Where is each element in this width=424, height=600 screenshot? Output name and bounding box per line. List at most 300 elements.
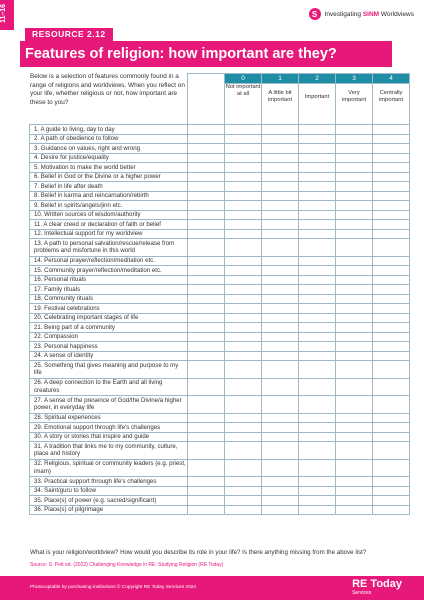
intro-text: Below is a selection of features commonly found in a range of religions and worldviews. When you reflect on your life, whether religious or not, how important are these to you? — [30, 73, 185, 106]
feature-label: 3. Guidance on values, right and wrong — [30, 144, 188, 154]
rating-cell[interactable] — [299, 163, 336, 173]
rating-cell[interactable] — [225, 134, 262, 144]
not-part-cell[interactable] — [188, 182, 225, 192]
rating-cell[interactable] — [336, 432, 373, 442]
rating-cell[interactable] — [336, 201, 373, 211]
not-part-cell[interactable] — [188, 172, 225, 182]
rating-cell[interactable] — [225, 144, 262, 154]
rating-cell[interactable] — [336, 220, 373, 230]
not-part-cell[interactable] — [188, 210, 225, 220]
rating-cell[interactable] — [299, 266, 336, 276]
table-row — [30, 342, 410, 352]
header-not-part: Not part of my tradition/ worldview — [188, 74, 225, 125]
rating-cell[interactable] — [299, 378, 336, 396]
rating-cell[interactable] — [373, 323, 410, 333]
feature-label: 13. A path to personal salvation/rescue/release from problems and misfortune in this world — [30, 239, 188, 257]
rating-cell[interactable] — [373, 496, 410, 506]
rating-cell[interactable] — [299, 413, 336, 423]
rating-cell[interactable] — [225, 163, 262, 173]
not-part-cell[interactable] — [188, 125, 225, 135]
rating-cell[interactable] — [262, 342, 299, 352]
rating-cell[interactable] — [225, 304, 262, 314]
rating-cell[interactable] — [262, 239, 299, 257]
rating-cell[interactable] — [336, 144, 373, 154]
reflection-question: What is your religion/worldview? How would you describe its role in your life? Is there anything missing from the above list? — [30, 549, 367, 556]
not-part-cell[interactable] — [188, 378, 225, 396]
rating-cell[interactable] — [262, 313, 299, 323]
rating-cell[interactable] — [262, 477, 299, 487]
rating-cell[interactable] — [373, 396, 410, 414]
table-row — [30, 323, 410, 333]
rating-cell[interactable] — [262, 505, 299, 515]
rating-cell[interactable] — [373, 294, 410, 304]
rating-cell[interactable] — [225, 125, 262, 135]
rating-cell[interactable] — [336, 351, 373, 361]
not-part-cell[interactable] — [188, 134, 225, 144]
rating-cell[interactable] — [262, 442, 299, 460]
not-part-cell[interactable] — [188, 294, 225, 304]
rating-cell[interactable] — [262, 332, 299, 342]
rating-cell[interactable] — [336, 486, 373, 496]
not-part-cell[interactable] — [188, 323, 225, 333]
rating-cell[interactable] — [373, 125, 410, 135]
rating-cell[interactable] — [225, 413, 262, 423]
rating-cell[interactable] — [299, 275, 336, 285]
rating-cell[interactable] — [299, 153, 336, 163]
rating-cell[interactable] — [262, 125, 299, 135]
feature-label: 17. Family rituals — [30, 285, 188, 295]
rating-cell[interactable] — [225, 201, 262, 211]
rating-cell[interactable] — [373, 210, 410, 220]
rating-cell[interactable] — [225, 313, 262, 323]
rating-cell[interactable] — [262, 423, 299, 433]
rating-cell[interactable] — [225, 351, 262, 361]
feature-label: 36. Place(s) of pilgrimage — [30, 505, 188, 515]
rating-cell[interactable] — [299, 134, 336, 144]
logo-main-text: RE Today — [352, 578, 402, 590]
rating-cell[interactable] — [336, 191, 373, 201]
brand-suffix: Worldviews — [379, 10, 414, 18]
table-row — [30, 210, 410, 220]
not-part-cell[interactable] — [188, 191, 225, 201]
rating-cell[interactable] — [373, 313, 410, 323]
rating-cell[interactable] — [299, 172, 336, 182]
feature-label: 8. Belief in karma and reincarnation/rebirth — [30, 191, 188, 201]
feature-label: 11. A clear creed or declaration of faith or belief — [30, 220, 188, 230]
rating-cell[interactable] — [262, 396, 299, 414]
scale-number: 3 — [336, 74, 373, 84]
feature-label: 14. Personal prayer/reflection/meditation etc. — [30, 256, 188, 266]
rating-cell[interactable] — [225, 239, 262, 257]
not-part-cell[interactable] — [188, 342, 225, 352]
rating-cell[interactable] — [225, 275, 262, 285]
not-part-cell[interactable] — [188, 432, 225, 442]
rating-cell[interactable] — [336, 477, 373, 487]
rating-cell[interactable] — [336, 256, 373, 266]
rating-cell[interactable] — [373, 332, 410, 342]
rating-cell[interactable] — [299, 285, 336, 295]
rating-cell[interactable] — [336, 285, 373, 295]
rating-cell[interactable] — [336, 323, 373, 333]
rating-cell[interactable] — [373, 163, 410, 173]
rating-cell[interactable] — [262, 144, 299, 154]
rating-cell[interactable] — [225, 496, 262, 506]
rating-cell[interactable] — [225, 210, 262, 220]
rating-cell[interactable] — [336, 442, 373, 460]
scale-label: Important — [299, 84, 336, 125]
rating-cell[interactable] — [299, 125, 336, 135]
table-row — [30, 313, 410, 323]
rating-cell[interactable] — [336, 239, 373, 257]
not-part-cell[interactable] — [188, 229, 225, 239]
rating-cell[interactable] — [225, 432, 262, 442]
rating-cell[interactable] — [336, 413, 373, 423]
rating-cell[interactable] — [336, 342, 373, 352]
rating-cell[interactable] — [262, 351, 299, 361]
rating-cell[interactable] — [336, 378, 373, 396]
table-row — [30, 496, 410, 506]
rating-cell[interactable] — [299, 144, 336, 154]
feature-label: 19. Festival celebrations — [30, 304, 188, 314]
rating-cell[interactable] — [373, 413, 410, 423]
table-row — [30, 266, 410, 276]
not-part-cell[interactable] — [188, 153, 225, 163]
rating-cell[interactable] — [262, 163, 299, 173]
rating-cell[interactable] — [336, 153, 373, 163]
rating-cell[interactable] — [299, 496, 336, 506]
copyright-notice: Photocopiable by purchasing institutions © Copyright RE Today Services 2024 — [30, 585, 197, 590]
rating-cell[interactable] — [299, 423, 336, 433]
scale-label: Not important at all — [225, 84, 262, 125]
rating-cell[interactable] — [336, 313, 373, 323]
rating-cell[interactable] — [262, 172, 299, 182]
feature-label: 24. A sense of identity — [30, 351, 188, 361]
rating-cell[interactable] — [262, 361, 299, 379]
rating-cell[interactable] — [262, 153, 299, 163]
rating-cell[interactable] — [336, 505, 373, 515]
rating-cell[interactable] — [373, 304, 410, 314]
feature-label: 4. Desire for justice/equality — [30, 153, 188, 163]
rating-cell[interactable] — [336, 294, 373, 304]
rating-cell[interactable] — [299, 396, 336, 414]
brand-highlight: SINM — [362, 10, 380, 18]
feature-label: 33. Practical support through life's challenges — [30, 477, 188, 487]
feature-label: 29. Emotional support through life's challenges — [30, 423, 188, 433]
table-row — [30, 144, 410, 154]
rating-cell[interactable] — [299, 191, 336, 201]
feature-label: 1. A guide to living, day to day — [30, 125, 188, 135]
rating-cell[interactable] — [225, 294, 262, 304]
table-row — [30, 505, 410, 515]
rating-cell[interactable] — [336, 361, 373, 379]
not-part-cell[interactable] — [188, 304, 225, 314]
rating-cell[interactable] — [373, 442, 410, 460]
table-row — [30, 477, 410, 487]
feature-label: 5. Motivation to make the world better — [30, 163, 188, 173]
feature-label: 10. Written sources of wisdom/authority — [30, 210, 188, 220]
rating-cell[interactable] — [262, 275, 299, 285]
rating-cell[interactable] — [299, 361, 336, 379]
rating-cell[interactable] — [225, 477, 262, 487]
feature-label: 2. A path of obedience to follow — [30, 134, 188, 144]
feature-label: 16. Personal rituals — [30, 275, 188, 285]
rating-cell[interactable] — [262, 432, 299, 442]
not-part-cell[interactable] — [188, 442, 225, 460]
rating-cell[interactable] — [225, 378, 262, 396]
rating-cell[interactable] — [299, 294, 336, 304]
rating-cell[interactable] — [373, 423, 410, 433]
table-row — [30, 256, 410, 266]
rating-cell[interactable] — [225, 505, 262, 515]
feature-label: 15. Community prayer/reflection/meditation etc. — [30, 266, 188, 276]
rating-cell[interactable] — [373, 220, 410, 230]
rating-cell[interactable] — [373, 191, 410, 201]
table-row — [30, 172, 410, 182]
rating-cell[interactable] — [225, 172, 262, 182]
not-part-cell[interactable] — [188, 163, 225, 173]
rating-cell[interactable] — [262, 201, 299, 211]
not-part-cell[interactable] — [188, 496, 225, 506]
rating-cell[interactable] — [336, 396, 373, 414]
rating-cell[interactable] — [336, 266, 373, 276]
rating-cell[interactable] — [336, 304, 373, 314]
not-part-cell[interactable] — [188, 351, 225, 361]
rating-cell[interactable] — [225, 442, 262, 460]
rating-cell[interactable] — [373, 134, 410, 144]
rating-cell[interactable] — [373, 144, 410, 154]
feature-label: 6. Belief in God or the Divine or a higher power — [30, 172, 188, 182]
table-row — [30, 134, 410, 144]
scale-label: Centrally important — [373, 84, 410, 125]
left-margin-strip — [0, 0, 14, 600]
scale-label: Very important — [336, 84, 373, 125]
rating-cell[interactable] — [373, 361, 410, 379]
rating-cell[interactable] — [299, 323, 336, 333]
rating-cell[interactable] — [373, 229, 410, 239]
not-part-cell[interactable] — [188, 285, 225, 295]
feature-label: 12. Intellectual support for my worldview — [30, 229, 188, 239]
brand-text — [325, 11, 414, 18]
rating-cell[interactable] — [262, 304, 299, 314]
rating-cell[interactable] — [262, 229, 299, 239]
table-row — [30, 459, 410, 477]
table-row — [30, 229, 410, 239]
rating-cell[interactable] — [336, 496, 373, 506]
table-row — [30, 351, 410, 361]
not-part-cell[interactable] — [188, 332, 225, 342]
resource-label: RESOURCE 2.12 — [25, 28, 113, 41]
rating-cell[interactable] — [373, 275, 410, 285]
rating-cell[interactable] — [262, 191, 299, 201]
rating-cell[interactable] — [373, 505, 410, 515]
rating-cell[interactable] — [262, 486, 299, 496]
rating-cell[interactable] — [299, 351, 336, 361]
rating-cell[interactable] — [299, 477, 336, 487]
table-row — [30, 182, 410, 192]
brand-prefix: Investigating — [324, 10, 363, 18]
rating-cell[interactable] — [373, 432, 410, 442]
rating-cell[interactable] — [262, 459, 299, 477]
not-part-cell[interactable] — [188, 256, 225, 266]
rating-cell[interactable] — [336, 332, 373, 342]
rating-cell[interactable] — [225, 256, 262, 266]
rating-cell[interactable] — [336, 275, 373, 285]
table-row — [30, 396, 410, 414]
rating-cell[interactable] — [299, 220, 336, 230]
rating-cell[interactable] — [262, 256, 299, 266]
rating-cell[interactable] — [299, 486, 336, 496]
rating-cell[interactable] — [373, 477, 410, 487]
rating-cell[interactable] — [373, 256, 410, 266]
rating-cell[interactable] — [373, 172, 410, 182]
rating-cell[interactable] — [336, 423, 373, 433]
not-part-cell[interactable] — [188, 239, 225, 257]
rating-cell[interactable] — [373, 239, 410, 257]
rating-cell[interactable] — [373, 342, 410, 352]
table-row — [30, 220, 410, 230]
rating-cell[interactable] — [299, 332, 336, 342]
rating-cell[interactable] — [299, 210, 336, 220]
not-part-cell[interactable] — [188, 275, 225, 285]
not-part-cell[interactable] — [188, 396, 225, 414]
rating-cell[interactable] — [299, 505, 336, 515]
rating-cell[interactable] — [262, 220, 299, 230]
rating-cell[interactable] — [225, 459, 262, 477]
rating-cell[interactable] — [262, 266, 299, 276]
rating-cell[interactable] — [299, 304, 336, 314]
not-part-cell[interactable] — [188, 266, 225, 276]
rating-cell[interactable] — [373, 486, 410, 496]
rating-cell[interactable] — [373, 201, 410, 211]
rating-cell[interactable] — [299, 342, 336, 352]
rating-cell[interactable] — [262, 285, 299, 295]
age-range-label: 11–16 — [0, 3, 8, 24]
intro-spacer — [30, 74, 188, 125]
rating-cell[interactable] — [373, 266, 410, 276]
rating-cell[interactable] — [225, 153, 262, 163]
feature-label: 30. A story or stories that inspire and guide — [30, 432, 188, 442]
rating-cell[interactable] — [373, 285, 410, 295]
rating-cell[interactable] — [225, 229, 262, 239]
rating-cell[interactable] — [225, 396, 262, 414]
rating-cell[interactable] — [225, 361, 262, 379]
rating-cell[interactable] — [262, 413, 299, 423]
feature-label: 9. Belief in spirits/angels/jinn etc. — [30, 201, 188, 211]
table-row — [30, 153, 410, 163]
rating-cell[interactable] — [262, 323, 299, 333]
not-part-cell[interactable] — [188, 361, 225, 379]
rating-cell[interactable] — [336, 229, 373, 239]
table-row — [30, 239, 410, 257]
rating-cell[interactable] — [299, 313, 336, 323]
rating-cell[interactable] — [336, 182, 373, 192]
rating-cell[interactable] — [225, 220, 262, 230]
table-row — [30, 201, 410, 211]
not-part-cell[interactable] — [188, 423, 225, 433]
rating-cell[interactable] — [225, 266, 262, 276]
rating-cell[interactable] — [299, 182, 336, 192]
table-row — [30, 163, 410, 173]
rating-cell[interactable] — [262, 182, 299, 192]
importance-table — [29, 73, 410, 515]
rating-cell[interactable] — [225, 191, 262, 201]
table-row — [30, 378, 410, 396]
rating-cell[interactable] — [262, 496, 299, 506]
not-part-cell[interactable] — [188, 313, 225, 323]
feature-label: 31. A tradition that links me to my community, culture, place and history — [30, 442, 188, 460]
not-part-cell[interactable] — [188, 201, 225, 211]
rating-cell[interactable] — [225, 486, 262, 496]
rating-cell[interactable] — [225, 323, 262, 333]
rating-cell[interactable] — [299, 239, 336, 257]
table-row — [30, 332, 410, 342]
series-brand — [309, 8, 414, 20]
not-part-cell[interactable] — [188, 477, 225, 487]
table-row — [30, 125, 410, 135]
scale-number-row — [30, 74, 410, 84]
rating-cell[interactable] — [373, 153, 410, 163]
rating-cell[interactable] — [373, 459, 410, 477]
scale-label: A little bit important — [262, 84, 299, 125]
rating-cell[interactable] — [299, 432, 336, 442]
rating-cell[interactable] — [225, 342, 262, 352]
not-part-cell[interactable] — [188, 505, 225, 515]
feature-label: 20. Celebrating important stages of life — [30, 313, 188, 323]
rating-cell[interactable] — [225, 423, 262, 433]
rating-cell[interactable] — [299, 256, 336, 266]
not-part-cell[interactable] — [188, 486, 225, 496]
rating-cell[interactable] — [262, 210, 299, 220]
not-part-cell[interactable] — [188, 220, 225, 230]
rating-cell[interactable] — [299, 201, 336, 211]
age-range-tab — [0, 0, 14, 30]
rating-cell[interactable] — [336, 134, 373, 144]
not-part-cell[interactable] — [188, 144, 225, 154]
rating-cell[interactable] — [262, 378, 299, 396]
table-row — [30, 361, 410, 379]
rating-cell[interactable] — [262, 134, 299, 144]
rating-cell[interactable] — [299, 442, 336, 460]
rating-cell[interactable] — [336, 125, 373, 135]
scale-number: 2 — [299, 74, 336, 84]
rating-cell[interactable] — [225, 332, 262, 342]
table-row — [30, 486, 410, 496]
rating-cell[interactable] — [336, 459, 373, 477]
rating-cell[interactable] — [373, 182, 410, 192]
table-row — [30, 275, 410, 285]
feature-label: 32. Religious, spiritual or community leaders (e.g. priest, imam) — [30, 459, 188, 477]
re-today-logo — [352, 579, 402, 596]
rating-cell[interactable] — [336, 210, 373, 220]
rating-cell[interactable] — [299, 229, 336, 239]
feature-label: 21. Being part of a community — [30, 323, 188, 333]
table-row — [30, 442, 410, 460]
rating-cell[interactable] — [299, 459, 336, 477]
rating-cell[interactable] — [225, 182, 262, 192]
rating-cell[interactable] — [336, 172, 373, 182]
not-part-cell[interactable] — [188, 459, 225, 477]
rating-cell[interactable] — [262, 294, 299, 304]
not-part-cell[interactable] — [188, 413, 225, 423]
rating-cell[interactable] — [373, 351, 410, 361]
scale-number: 0 — [225, 74, 262, 84]
feature-label: 34. Saint/guru to follow — [30, 486, 188, 496]
rating-cell[interactable] — [373, 378, 410, 396]
feature-label: 23. Personal happiness — [30, 342, 188, 352]
rating-cell[interactable] — [336, 163, 373, 173]
feature-label: 22. Compassion — [30, 332, 188, 342]
rating-cell[interactable] — [225, 285, 262, 295]
